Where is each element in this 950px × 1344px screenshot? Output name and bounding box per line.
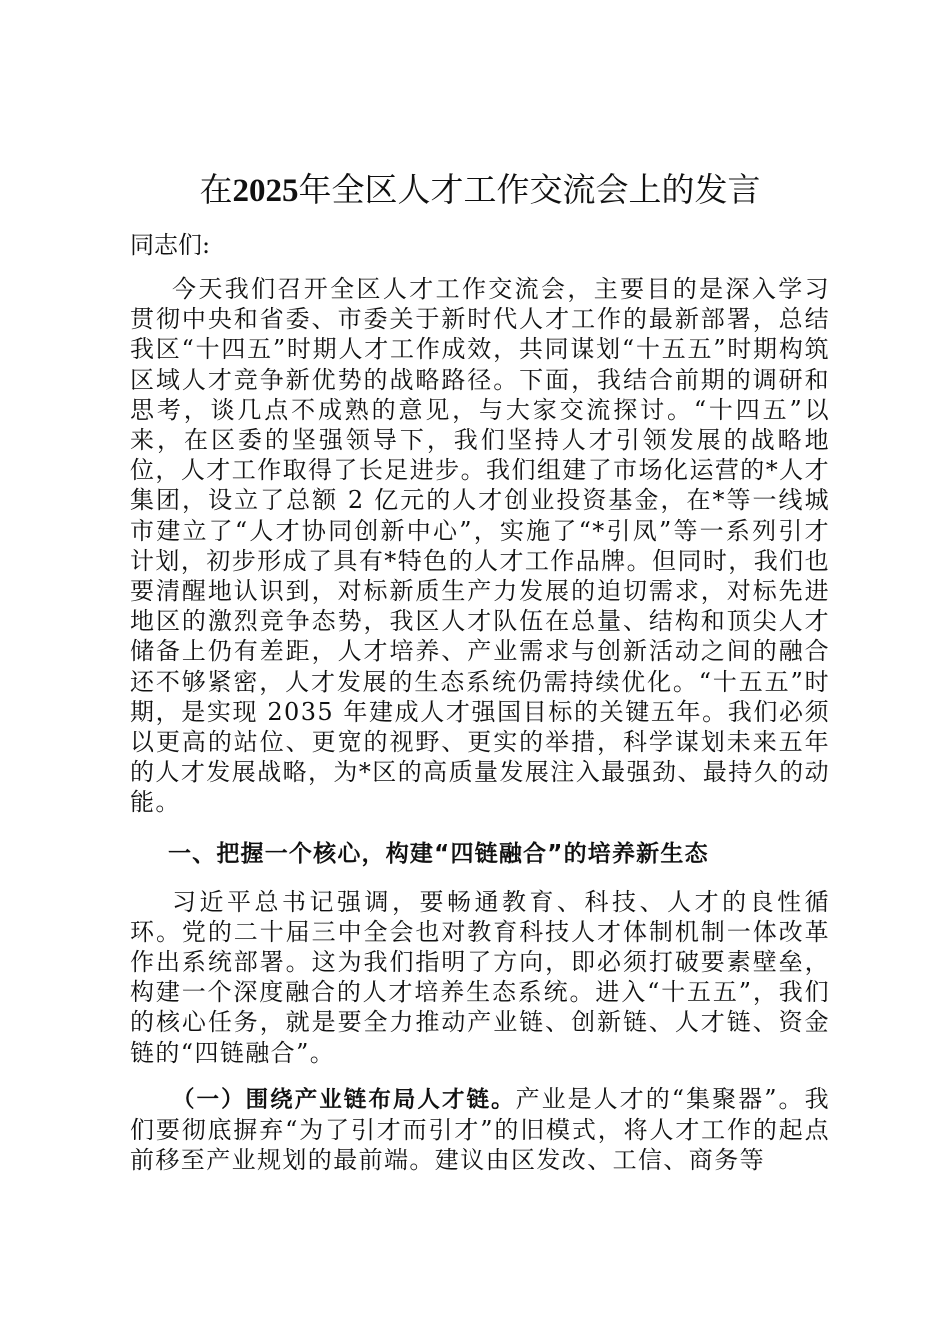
title-prefix: 在 [199, 170, 233, 209]
title-year: 2025 [232, 173, 299, 209]
greeting: 同志们: [130, 231, 211, 259]
document-title [130, 168, 830, 213]
subsection-1-text: 产业是人才的“集聚器”。我们要彻底摒弃“为了引才而引才”的旧模式，将人才工作的起点前移至产业规划的最前端。建议由区发改、工信、商务等 [130, 1084, 830, 1175]
intro-paragraph: 今天我们召开全区人才工作交流会，主要目的是深入学习贯彻中央和省委、市委关于新时代人才工作的最新部署，总结我区“十四五”时期人才工作成效，共同谋划“十五五”时期构筑区域人才竞争新优势的战略路径。下面，我结合前期的调研和思考，谈几点不成熟的意见，与大家交流探讨。“十四五”以来，在区委的坚强领导下，我们坚持人才引领发展的战略地位，人才工作取得了长足进步。我们组建了市场化运营的*人才集团，设立了总额 2 亿元的人才创业投资基金，在*等一线城市建立了“人才协同创新中心”，实施了“*引凤”等一系列引才计划，初步形成了具有*特色的人才工作品牌。但同时，我们也要清醒地认识到，对标新质生产力发展的迫切需求，对标先进地区的激烈竞争态势，我区人才队伍在总量、结构和顶尖人才储备上仍有差距，人才培养、产业需求与创新活动之间的融合还不够紧密，人才发展的生态系统仍需持续优化。“十五五”时期，是实现 2035 年建成人才强国目标的关键五年。我们必须以更高的站位、更宽的视野、更实的举措，科学谋划未来五年的人才发展战略，为*区的高质量发展注入最强劲、最持久的动能。 [130, 275, 830, 817]
title-suffix: 年全区人才工作交流会上的发言 [298, 170, 761, 209]
paragraph-gap [130, 1068, 830, 1084]
section-1-paragraph: 习近平总书记强调，要畅通教育、科技、人才的良性循环。党的二十届三中全会也对教育科技人才体制机制一体改革作出系统部署。这为我们指明了方向，即必须打破要素壁垒，构建一个深度融合的人才培养生态系统。进入“十五五”，我们的核心任务，就是要全力推动产业链、创新链、人才链、资金链的“四链融合”。 [130, 887, 830, 1067]
subsection-1-paragraph [130, 1084, 830, 1176]
section-heading-1: 一、把握一个核心，构建“四链融合”的培养新生态 [167, 840, 709, 867]
document-body [130, 230, 830, 1175]
subsection-1-lead: （一）围绕产业链布局人才链。 [172, 1086, 516, 1113]
